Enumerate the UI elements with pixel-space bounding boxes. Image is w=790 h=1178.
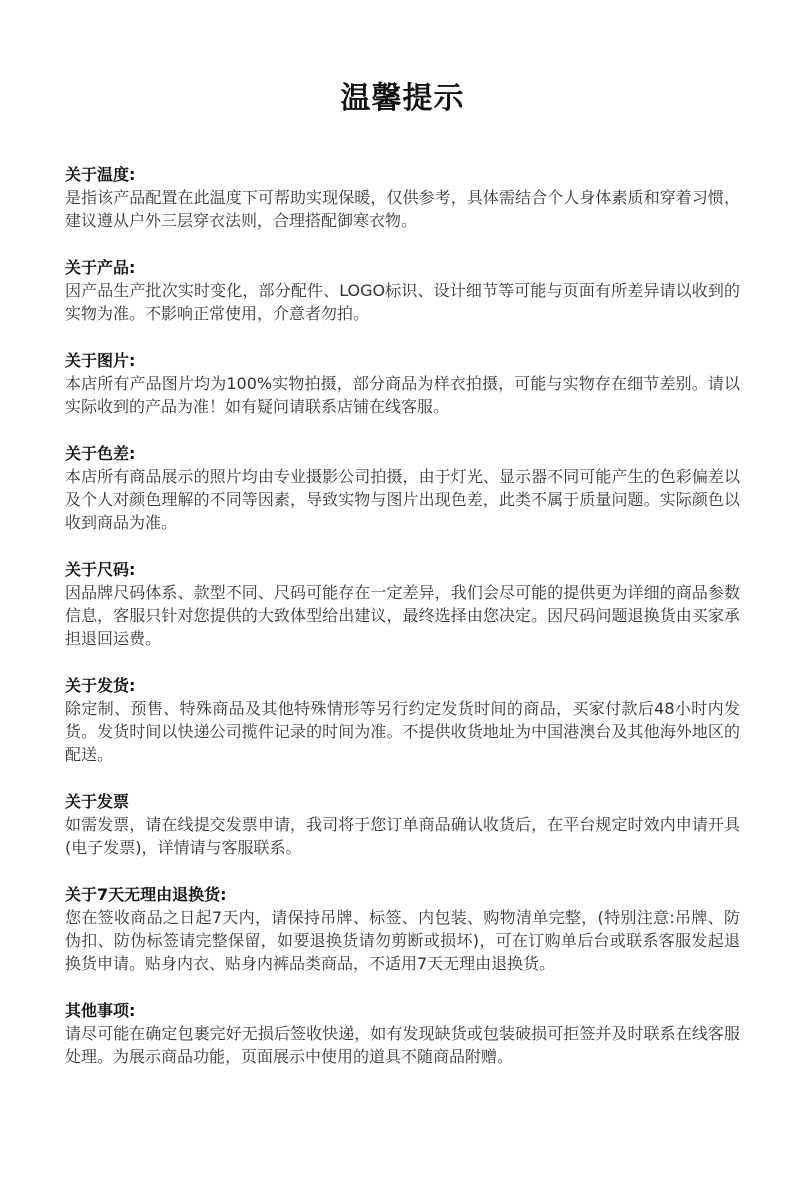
section-size [65,558,740,650]
section-heading-temperature: 关于温度: [65,165,136,184]
section-body-shipping: 除定制、预售、特殊商品及其他特殊情形等另行约定发货时间的商品，买家付款后48小时内发货。发货时间以快递公司揽件记录的时间为准。不提供收货地址为中国港澳台及其他海外地区的配送。 [65,699,740,764]
section-other [65,999,740,1068]
section-heading-returns: 关于7天无理由退换货: [65,885,227,904]
section-temperature [65,163,740,232]
notice-sections [65,163,740,1068]
section-color-difference [65,442,740,534]
section-heading-invoice: 关于发票 [65,792,130,811]
section-heading-shipping: 关于发货: [65,676,136,695]
section-body-images: 本店所有产品图片均为100%实物拍摄，部分商品为样衣拍摄，可能与实物存在细节差别。请以实际收到的产品为准！如有疑问请联系店铺在线客服。 [65,374,740,416]
section-heading-product: 关于产品: [65,258,136,277]
section-body-temperature: 是指该产品配置在此温度下可帮助实现保暖，仅供参考，具体需结合个人身体素质和穿着习惯，建议遵从户外三层穿衣法则，合理搭配御寒衣物。 [65,188,740,230]
section-images [65,349,740,418]
section-body-invoice: 如需发票，请在线提交发票申请，我司将于您订单商品确认收货后，在平台规定时效内申请开具(电子发票)，详情请与客服联系。 [65,815,740,857]
section-heading-images: 关于图片: [65,351,136,370]
section-body-other: 请尽可能在确定包裹完好无损后签收快递，如有发现缺货或包装破损可拒签并及时联系在线客服处理。为展示商品功能，页面展示中使用的道具不随商品附赠。 [65,1024,740,1066]
section-shipping [65,674,740,766]
section-invoice [65,790,740,859]
section-body-color-difference: 本店所有商品展示的照片均由专业摄影公司拍摄，由于灯光、显示器不同可能产生的色彩偏差以及个人对颜色理解的不同等因素，导致实物与图片出现色差，此类不属于质量问题。实际颜色以收到商品为准。 [65,467,740,532]
page-title: 温馨提示 [340,81,465,116]
section-body-size: 因品牌尺码体系、款型不同、尺码可能存在一定差异，我们会尽可能的提供更为详细的商品参数信息，客服只针对您提供的大致体型给出建议，最终选择由您决定。因尺码问题退换货由买家承担退回运费。 [65,583,740,648]
section-heading-color-difference: 关于色差: [65,444,136,463]
section-body-returns: 您在签收商品之日起7天内，请保持吊牌、标签、内包装、购物清单完整，(特别注意:吊牌、防伪扣、防伪标签请完整保留，如要退换货请勿剪断或损坏)，可在订购单后台或联系客服发起退换货申请。贴身内衣、贴身内裤品类商品，不适用7天无理由退换货。 [65,908,740,973]
section-returns [65,883,740,975]
section-body-product: 因产品生产批次实时变化，部分配件、LOGO标识、设计细节等可能与页面有所差异请以收到的实物为准。不影响正常使用，介意者勿拍。 [65,281,740,323]
section-heading-size: 关于尺码: [65,560,136,579]
section-product [65,256,740,325]
section-heading-other: 其他事项: [65,1001,136,1020]
